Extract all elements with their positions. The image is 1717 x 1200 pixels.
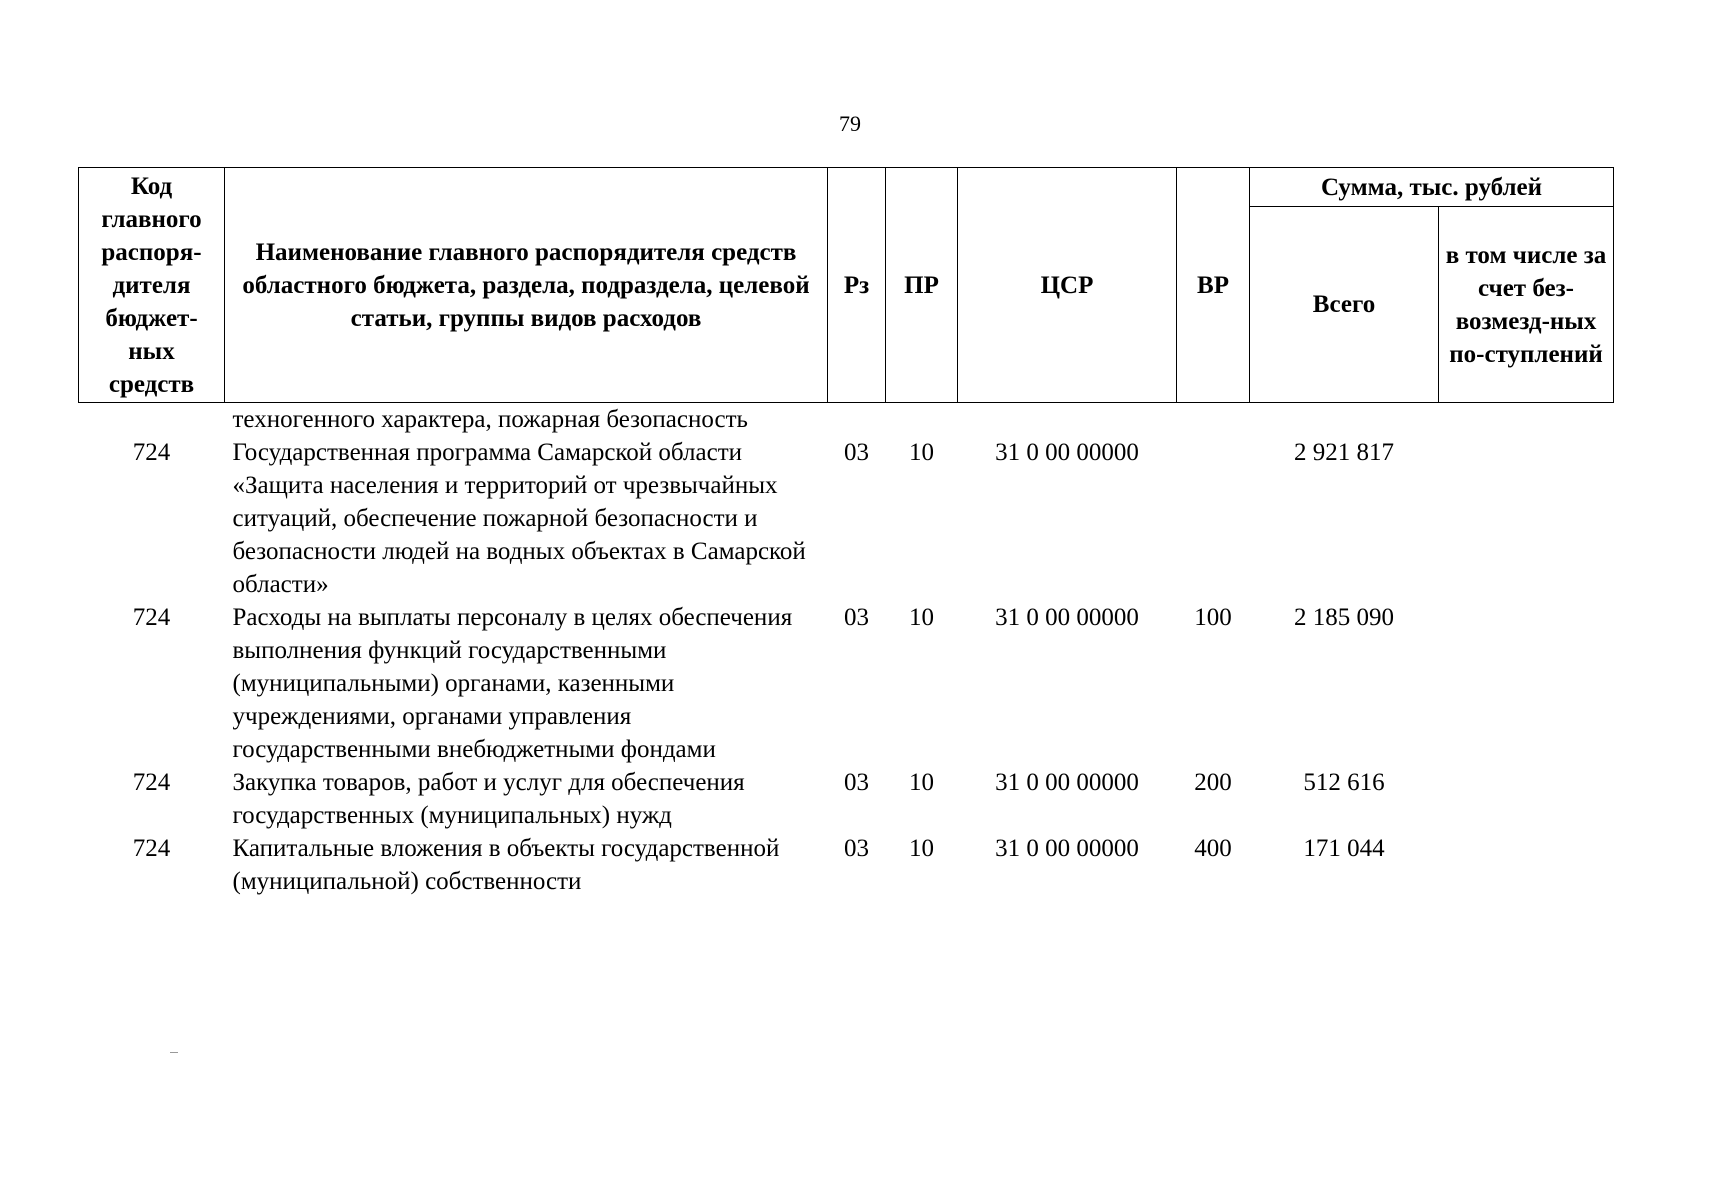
cell-vr (1177, 403, 1250, 437)
header-vr: ВР (1177, 168, 1250, 403)
header-pr: ПР (886, 168, 958, 403)
cell-pr: 10 (909, 604, 934, 631)
header-gratis: в том числе за счет без-возмезд-ных по-ступлений (1439, 207, 1614, 403)
cell-vr: 100 (1194, 604, 1232, 631)
table-row (79, 832, 1614, 898)
table-header (79, 168, 1614, 403)
cell-total: 171 044 (1303, 835, 1385, 862)
cell-total: 2 185 090 (1294, 604, 1394, 631)
page-number: 79 (839, 111, 861, 136)
cell-name: техногенного характера, пожарная безопасность (232, 406, 748, 433)
cell-gratis (1439, 601, 1614, 766)
table-row (79, 403, 1614, 437)
cell-total (1250, 403, 1439, 437)
cell-rz: 03 (844, 439, 869, 466)
cell-code: 724 (132, 835, 171, 862)
cell-pr: 10 (909, 769, 934, 796)
cell-csr: 31 0 00 00000 (995, 835, 1139, 862)
table-row (79, 601, 1614, 766)
cell-vr: 400 (1194, 835, 1232, 862)
cell-pr: 10 (909, 835, 934, 862)
cell-rz: 03 (844, 769, 869, 796)
cell-vr: 200 (1194, 769, 1232, 796)
cell-rz (828, 403, 886, 437)
header-csr: ЦСР (958, 168, 1177, 403)
cell-code: 724 (132, 439, 171, 466)
cell-pr: 10 (909, 439, 934, 466)
cell-gratis (1439, 436, 1614, 601)
header-sum: Сумма, тыс. рублей (1250, 168, 1614, 207)
cell-csr (958, 403, 1177, 437)
cell-gratis (1439, 766, 1614, 832)
header-total: Всего (1250, 207, 1439, 403)
table-row (79, 436, 1614, 601)
table-body (79, 403, 1614, 899)
cell-rz: 03 (844, 835, 869, 862)
cell-gratis (1439, 832, 1614, 898)
cell-code (79, 403, 225, 437)
cell-total: 2 921 817 (1294, 439, 1394, 466)
cell-csr: 31 0 00 00000 (995, 769, 1139, 796)
cell-code: 724 (132, 604, 171, 631)
cell-name: Капитальные вложения в объекты государственной (муниципальной) собственности (232, 835, 780, 895)
cell-csr: 31 0 00 00000 (995, 439, 1139, 466)
cell-name: Государственная программа Самарской области «Защита населения и территорий от чрезвычайных ситуаций, обеспечение пожарной безопасности и безопасности людей на водных объектах в Самарской области» (232, 439, 806, 598)
cell-vr (1177, 436, 1250, 601)
scan-artifact (170, 1052, 178, 1053)
cell-csr: 31 0 00 00000 (995, 604, 1139, 631)
cell-total: 512 616 (1303, 769, 1385, 796)
cell-gratis (1439, 403, 1614, 437)
cell-name: Расходы на выплаты персоналу в целях обеспечения выполнения функций государственными (муниципальными) органами, казенными учреждениями, органами управления государственными внебюджетными фондами (232, 604, 793, 763)
cell-code: 724 (132, 769, 171, 796)
table-row (79, 766, 1614, 832)
header-rz: Рз (828, 168, 886, 403)
cell-name: Закупка товаров, работ и услуг для обеспечения государственных (муниципальных) нужд (232, 769, 745, 829)
cell-rz: 03 (844, 604, 869, 631)
header-code: Код главного распоря-дителя бюджет-ных средств (79, 168, 225, 403)
cell-pr (886, 403, 958, 437)
header-name: Наименование главного распорядителя средств областного бюджета, раздела, подраздела, целевой статьи, группы видов расходов (225, 168, 828, 403)
budget-table (78, 167, 1614, 898)
